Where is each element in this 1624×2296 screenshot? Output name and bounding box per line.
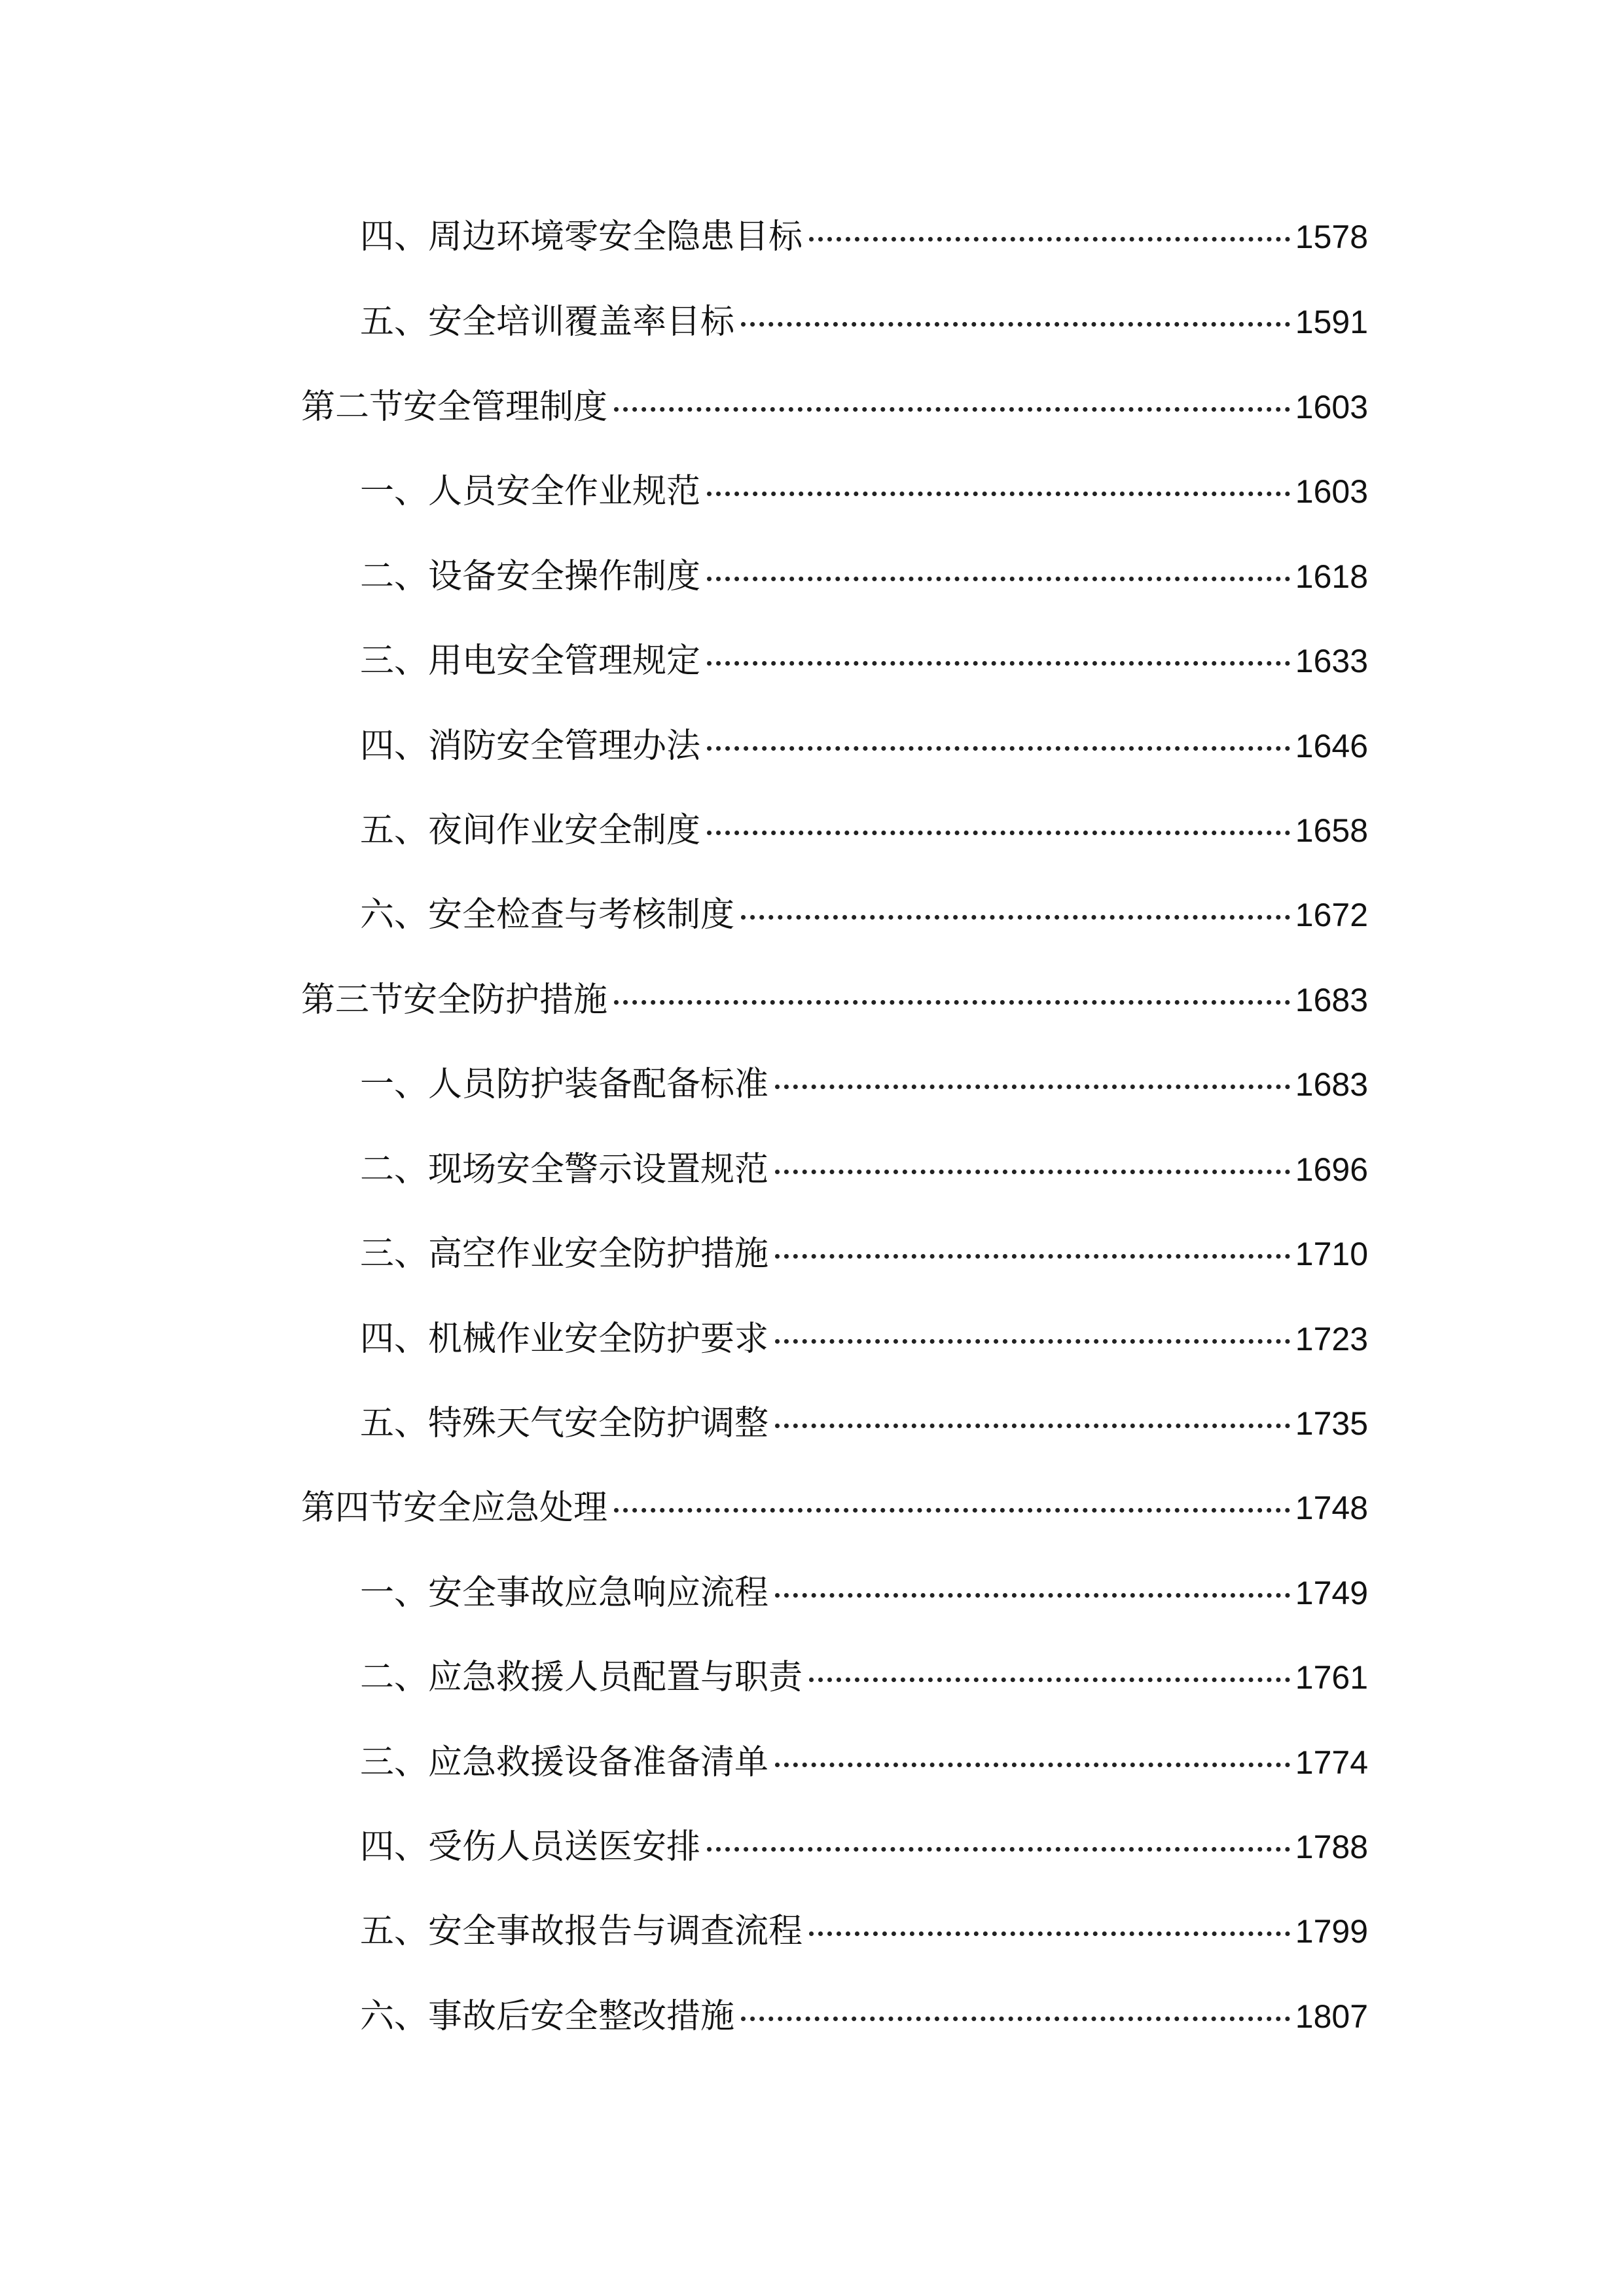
toc-page-number: 1646 [1295, 728, 1368, 764]
dot-leader [707, 831, 1290, 835]
toc-entry-title: 六、事故后安全整改措施 [360, 1997, 735, 2036]
toc-entry-title: 一、安全事故应急响应流程 [360, 1573, 769, 1613]
toc-page-number: 1723 [1295, 1321, 1368, 1357]
toc-entry-title: 四、受伤人员送医安排 [360, 1827, 701, 1867]
toc-page-number: 1633 [1295, 643, 1368, 679]
dot-leader [614, 1000, 1290, 1005]
toc-entry-title: 六、安全检查与考核制度 [360, 895, 735, 935]
dot-leader [775, 1170, 1290, 1174]
toc-page-number: 1683 [1295, 982, 1368, 1018]
dot-leader [775, 1593, 1290, 1598]
dot-leader [707, 577, 1290, 581]
toc-page-number: 1696 [1295, 1151, 1368, 1188]
toc-page-number: 1735 [1295, 1405, 1368, 1442]
dot-leader [775, 1085, 1290, 1089]
toc-entry-title: 五、安全事故报告与调查流程 [360, 1912, 803, 1951]
dot-leader [614, 407, 1290, 412]
toc-page-number: 1603 [1295, 473, 1368, 510]
toc-section-entry[interactable] [301, 381, 1368, 433]
toc-entry[interactable] [360, 1905, 1368, 1958]
toc-entry[interactable] [360, 1990, 1368, 2043]
toc-entry[interactable] [360, 804, 1368, 857]
dot-leader [775, 1254, 1290, 1259]
toc-entry[interactable] [360, 1736, 1368, 1789]
dot-leader [775, 1339, 1290, 1344]
toc-entry-title: 三、应急救援设备准备清单 [360, 1743, 769, 1782]
toc-entry-title: 二、应急救援人员配置与职责 [360, 1658, 803, 1697]
toc-entry-title: 二、现场安全警示设置规范 [360, 1150, 769, 1189]
toc-entry-title: 五、夜间作业安全制度 [360, 811, 701, 850]
toc-entry-title: 二、设备安全操作制度 [360, 557, 701, 596]
toc-entry[interactable] [360, 720, 1368, 772]
toc-page-number: 1749 [1295, 1575, 1368, 1611]
toc-entry[interactable] [360, 1397, 1368, 1450]
toc-page-number: 1603 [1295, 389, 1368, 425]
toc-entry[interactable] [360, 1143, 1368, 1196]
toc-page-number: 1748 [1295, 1490, 1368, 1526]
toc-page-number: 1788 [1295, 1829, 1368, 1865]
toc-entry-title: 三、用电安全管理规定 [360, 641, 701, 681]
toc-entry[interactable] [360, 550, 1368, 603]
toc-section-entry[interactable] [301, 974, 1368, 1026]
toc-page-number: 1710 [1295, 1236, 1368, 1272]
toc-entry-title: 四、机械作业安全防护要求 [360, 1319, 769, 1359]
dot-leader [809, 237, 1290, 242]
toc-entry[interactable] [360, 1313, 1368, 1365]
toc-entry[interactable] [360, 889, 1368, 941]
dot-leader [741, 2017, 1290, 2021]
toc-entry-title: 一、人员防护装备配备标准 [360, 1065, 769, 1104]
toc-entry-title: 四、消防安全管理办法 [360, 726, 701, 766]
toc-page-number: 1618 [1295, 558, 1368, 595]
toc-page-number: 1799 [1295, 1913, 1368, 1950]
toc-section-entry[interactable] [301, 1482, 1368, 1534]
dot-leader [741, 322, 1290, 327]
dot-leader [775, 1424, 1290, 1428]
toc-entry[interactable] [360, 635, 1368, 687]
dot-leader [614, 1508, 1290, 1513]
toc-entry[interactable] [360, 1228, 1368, 1280]
dot-leader [809, 1677, 1290, 1682]
toc-entry-title: 第三节安全防护措施 [301, 980, 608, 1020]
toc-entry-title: 五、特殊天气安全防护调整 [360, 1404, 769, 1443]
toc-entry[interactable] [360, 1821, 1368, 1873]
toc-entry[interactable] [360, 211, 1368, 263]
toc-page-number: 1658 [1295, 812, 1368, 849]
dot-leader [741, 915, 1290, 920]
toc-entry-title: 五、安全培训覆盖率目标 [360, 302, 735, 342]
toc-entry-title: 第四节安全应急处理 [301, 1488, 608, 1528]
toc-entry[interactable] [360, 1058, 1368, 1111]
toc-entry-title: 第二节安全管理制度 [301, 387, 608, 427]
toc-page-number: 1774 [1295, 1744, 1368, 1781]
toc-page-number: 1761 [1295, 1659, 1368, 1696]
dot-leader [707, 492, 1290, 496]
toc-page-number: 1683 [1295, 1066, 1368, 1103]
toc-page-number: 1578 [1295, 219, 1368, 255]
dot-leader [809, 1931, 1290, 1936]
dot-leader [775, 1763, 1290, 1767]
toc-entry-title: 三、高空作业安全防护措施 [360, 1234, 769, 1274]
dot-leader [707, 746, 1290, 751]
toc-entry[interactable] [360, 1567, 1368, 1619]
dot-leader [707, 1847, 1290, 1852]
toc-entry[interactable] [360, 465, 1368, 518]
toc-entry-title: 一、人员安全作业规范 [360, 472, 701, 511]
toc-page-number: 1672 [1295, 897, 1368, 933]
toc-entry[interactable] [360, 1651, 1368, 1704]
toc-entry-title: 四、周边环境零安全隐患目标 [360, 217, 803, 257]
dot-leader [707, 661, 1290, 666]
toc-page-number: 1591 [1295, 304, 1368, 340]
toc-entry[interactable] [360, 296, 1368, 348]
toc-page-number: 1807 [1295, 1998, 1368, 2035]
